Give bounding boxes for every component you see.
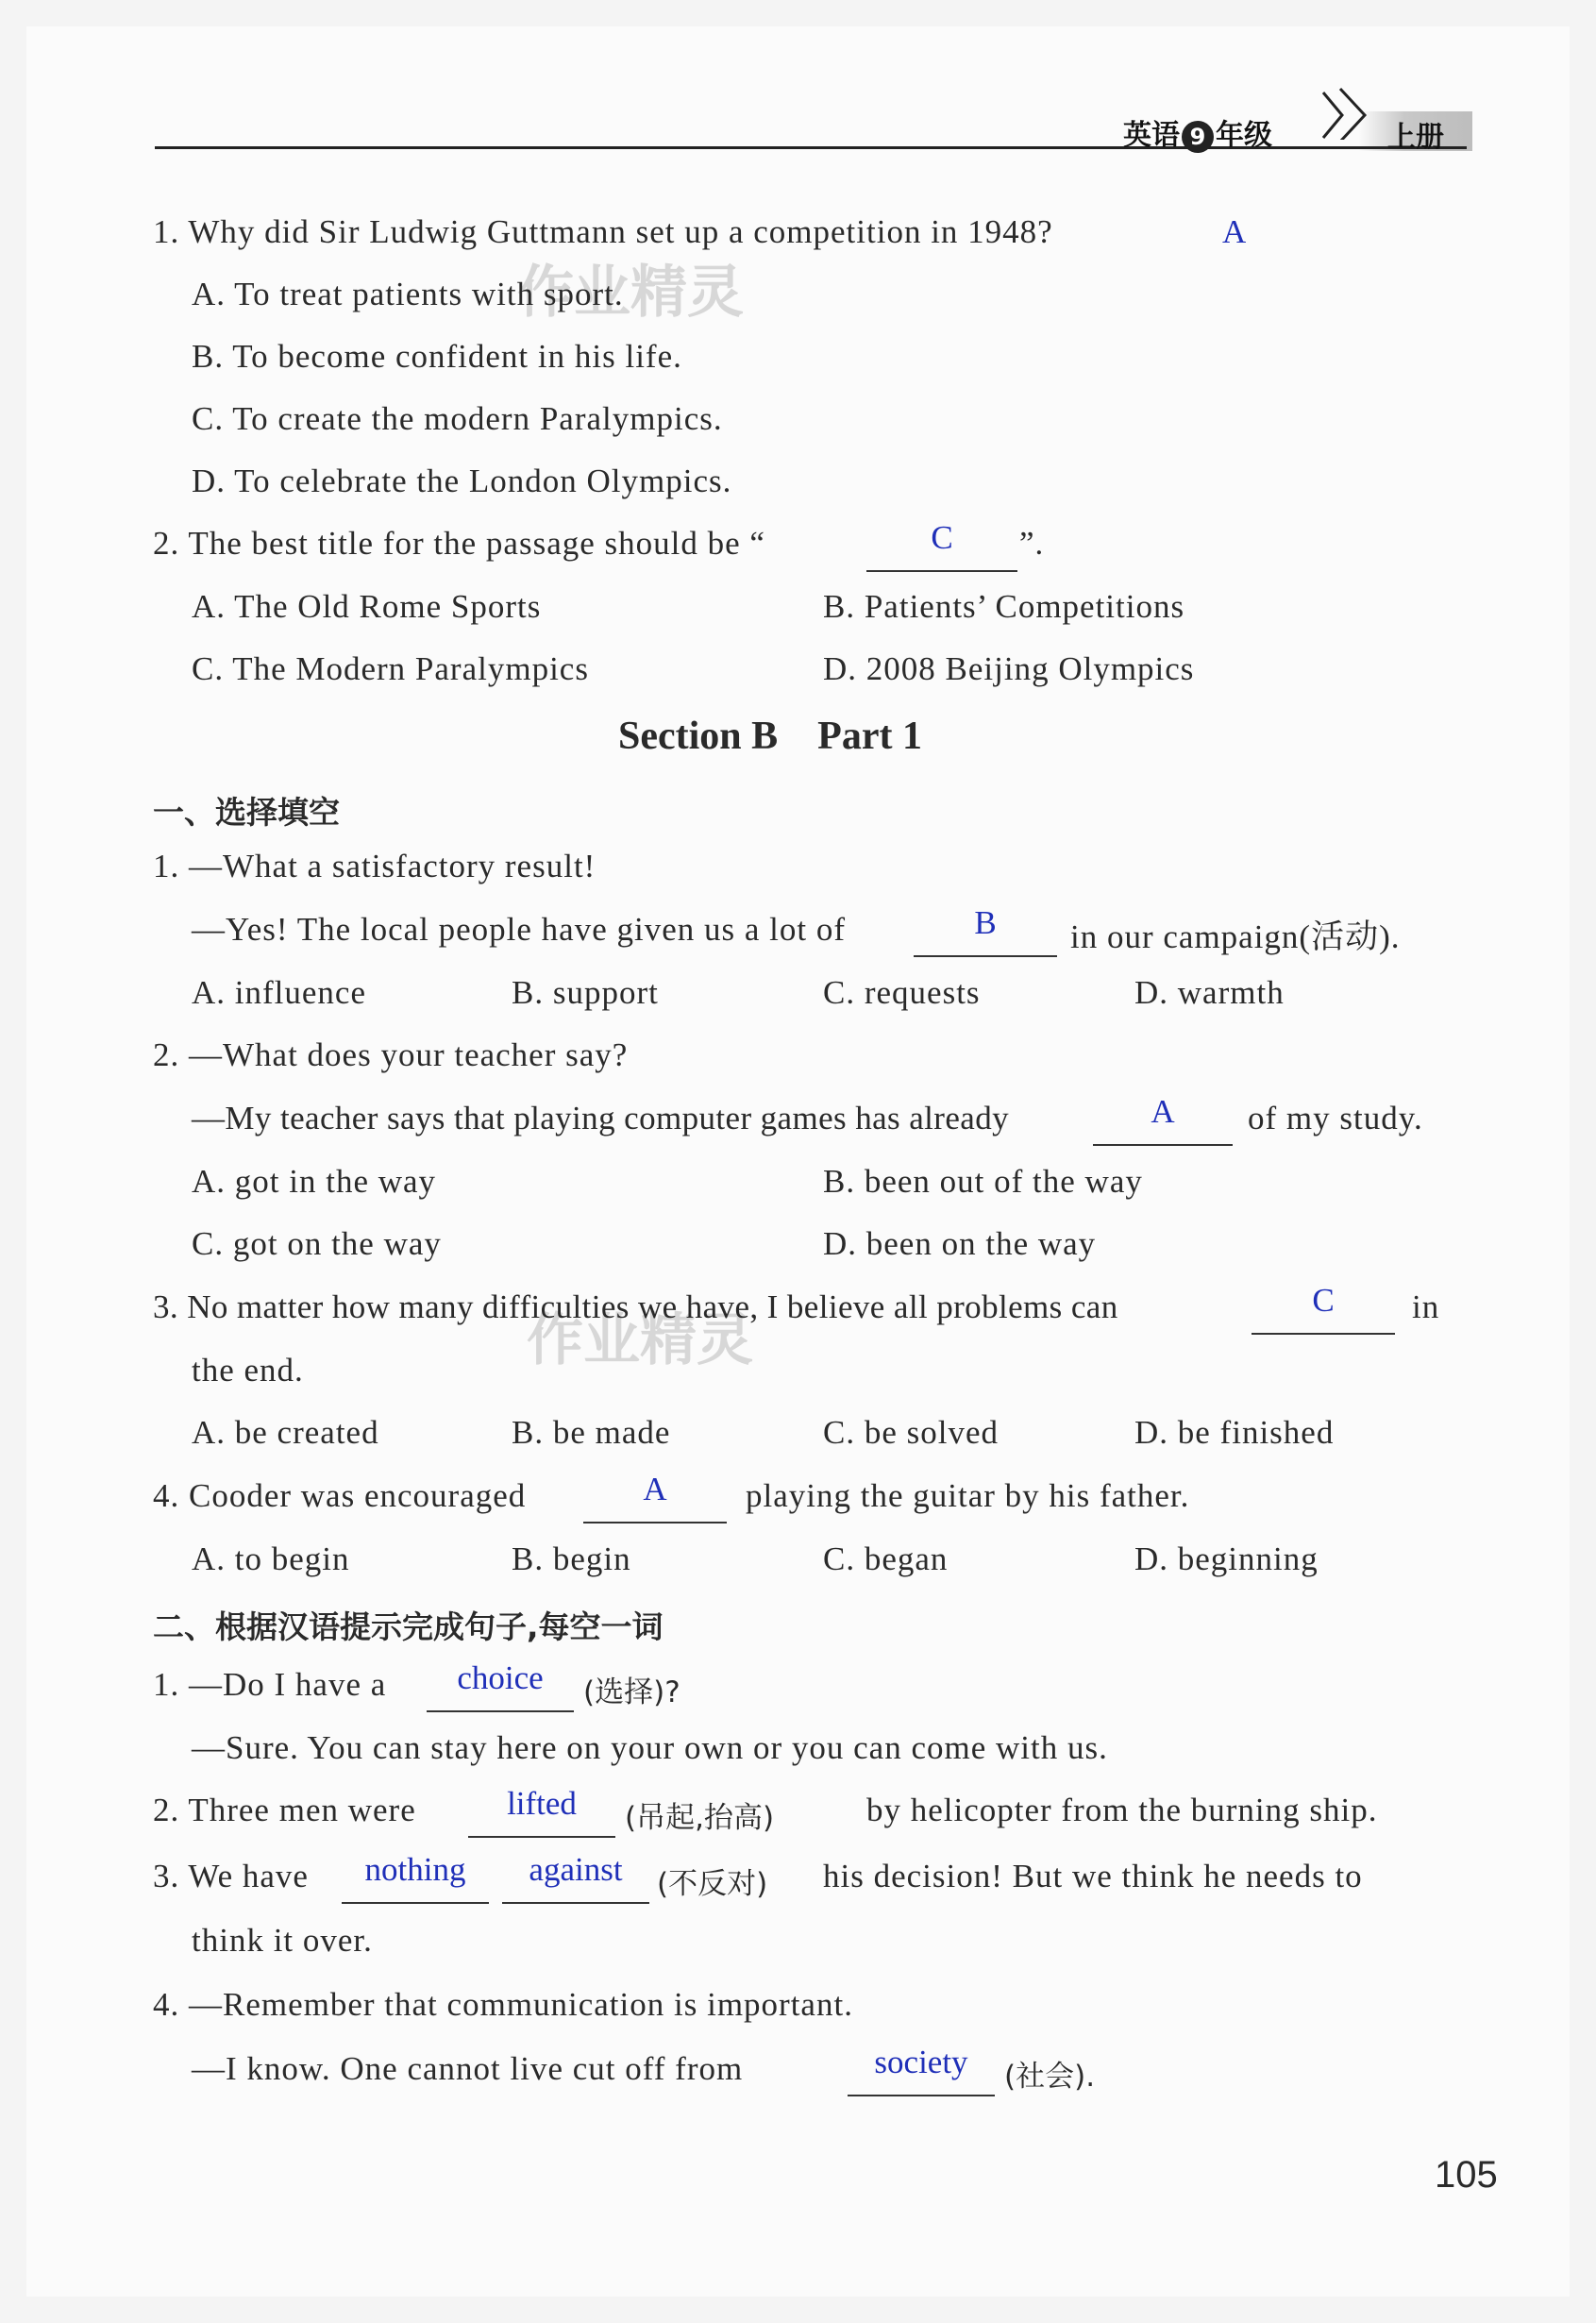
answer-mark: C bbox=[1312, 1282, 1335, 1319]
option: A. To treat patients with sport. bbox=[192, 276, 624, 312]
answer-mark: C bbox=[931, 519, 953, 556]
option: A. influence bbox=[192, 974, 366, 1011]
question-stem-end: by helicopter from the burning ship. bbox=[866, 1792, 1378, 1828]
option: B. begin bbox=[512, 1540, 631, 1577]
answer-mark: lifted bbox=[507, 1785, 577, 1822]
option: D. To celebrate the London Olympics. bbox=[192, 463, 732, 499]
option: A. The Old Rome Sports bbox=[192, 588, 542, 625]
option: D. be finished bbox=[1134, 1414, 1335, 1451]
section-title: Section B Part 1 bbox=[618, 715, 922, 758]
question-stem: 2. —What does your teacher say? bbox=[153, 1036, 629, 1073]
answer-blank bbox=[468, 1836, 615, 1838]
chinese-hint: (选择)? bbox=[583, 1675, 680, 1709]
question-stem: 1. Why did Sir Ludwig Guttmann set up a competition in 1948? bbox=[153, 213, 1053, 250]
question-stem: 1. —What a satisfactory result! bbox=[153, 848, 596, 884]
option: B. be made bbox=[512, 1414, 671, 1451]
option: B. To become confident in his life. bbox=[192, 338, 682, 375]
option: B. support bbox=[512, 974, 659, 1011]
question-stem: 2. Three men were bbox=[153, 1792, 416, 1828]
question-stem: 4. Cooder was encouraged bbox=[153, 1477, 527, 1514]
answer-mark: choice bbox=[457, 1659, 544, 1696]
question-stem-end: in bbox=[1412, 1288, 1440, 1325]
option: A. be created bbox=[192, 1414, 379, 1451]
answer-mark: A bbox=[1151, 1093, 1175, 1130]
question-stem-end: ”. bbox=[1019, 525, 1045, 562]
answer-blank bbox=[502, 1902, 649, 1904]
answer-mark: A bbox=[1222, 213, 1247, 250]
page-number: 105 bbox=[1435, 2154, 1498, 2196]
option: C. began bbox=[823, 1540, 949, 1577]
question-stem-end: in our campaign(活动). bbox=[1070, 918, 1401, 955]
question-stem: 2. The best title for the passage should be “ bbox=[153, 525, 765, 562]
question-stem: 1. —Do I have a bbox=[153, 1666, 387, 1703]
chinese-hint: (不反对) bbox=[657, 1867, 768, 1901]
answer-mark: nothing bbox=[364, 1851, 466, 1888]
header-volume: 上册 bbox=[1387, 121, 1444, 154]
answer-blank bbox=[848, 2095, 995, 2096]
option: B. been out of the way bbox=[823, 1163, 1143, 1200]
answer-blank bbox=[914, 955, 1057, 957]
option: A. to begin bbox=[192, 1540, 350, 1577]
double-chevron-icon bbox=[1319, 87, 1370, 140]
question-stem: —Sure. You can stay here on your own or you can come with us. bbox=[192, 1729, 1108, 1766]
option: C. The Modern Paralympics bbox=[192, 650, 589, 687]
header-subject: 英语 9 年级 bbox=[1123, 119, 1272, 152]
question-stem: —My teacher says that playing computer games has already bbox=[192, 1100, 1010, 1136]
question-stem-end: of my study. bbox=[1248, 1100, 1423, 1136]
option: D. 2008 Beijing Olympics bbox=[823, 650, 1195, 687]
answer-mark: B bbox=[974, 904, 997, 941]
question-stem: —Yes! The local people have given us a lot of bbox=[192, 911, 847, 948]
chinese-hint: (吊起,抬高) bbox=[625, 1801, 775, 1835]
option: C. be solved bbox=[823, 1414, 1000, 1451]
answer-blank bbox=[1093, 1144, 1233, 1146]
answer-blank bbox=[1252, 1333, 1395, 1335]
answer-blank bbox=[866, 570, 1017, 572]
question-stem: 3. We have bbox=[153, 1858, 309, 1894]
option: C. To create the modern Paralympics. bbox=[192, 400, 723, 437]
question-stem: the end. bbox=[192, 1352, 304, 1389]
question-stem-end: playing the guitar by his father. bbox=[746, 1477, 1190, 1514]
question-stem: 4. —Remember that communication is important. bbox=[153, 1986, 853, 2023]
answer-blank bbox=[342, 1902, 489, 1904]
answer-mark: against bbox=[529, 1851, 623, 1888]
watermark: 作业精灵 bbox=[527, 1307, 753, 1373]
question-stem: 3. No matter how many difficulties we have, I believe all problems can bbox=[153, 1288, 1118, 1325]
watermark: 作业精灵 bbox=[517, 260, 744, 326]
part-heading: 二、根据汉语提示完成句子,每空一词 bbox=[153, 1608, 664, 1645]
question-stem: think it over. bbox=[192, 1922, 373, 1959]
option: C. got on the way bbox=[192, 1225, 442, 1262]
answer-mark: A bbox=[643, 1471, 667, 1507]
option: B. Patients’ Competitions bbox=[823, 588, 1185, 625]
answer-blank bbox=[583, 1522, 727, 1523]
part-heading: 一、选择填空 bbox=[153, 794, 340, 831]
option: C. requests bbox=[823, 974, 981, 1011]
option: D. beginning bbox=[1134, 1540, 1319, 1577]
answer-blank bbox=[427, 1710, 574, 1712]
chinese-hint: (社会). bbox=[1004, 2060, 1096, 2094]
option: D. warmth bbox=[1134, 974, 1285, 1011]
option: A. got in the way bbox=[192, 1163, 437, 1200]
question-stem-end: his decision! But we think he needs to bbox=[823, 1858, 1363, 1894]
option: D. been on the way bbox=[823, 1225, 1097, 1262]
answer-mark: society bbox=[874, 2044, 968, 2080]
question-stem: —I know. One cannot live cut off from bbox=[192, 2050, 744, 2087]
